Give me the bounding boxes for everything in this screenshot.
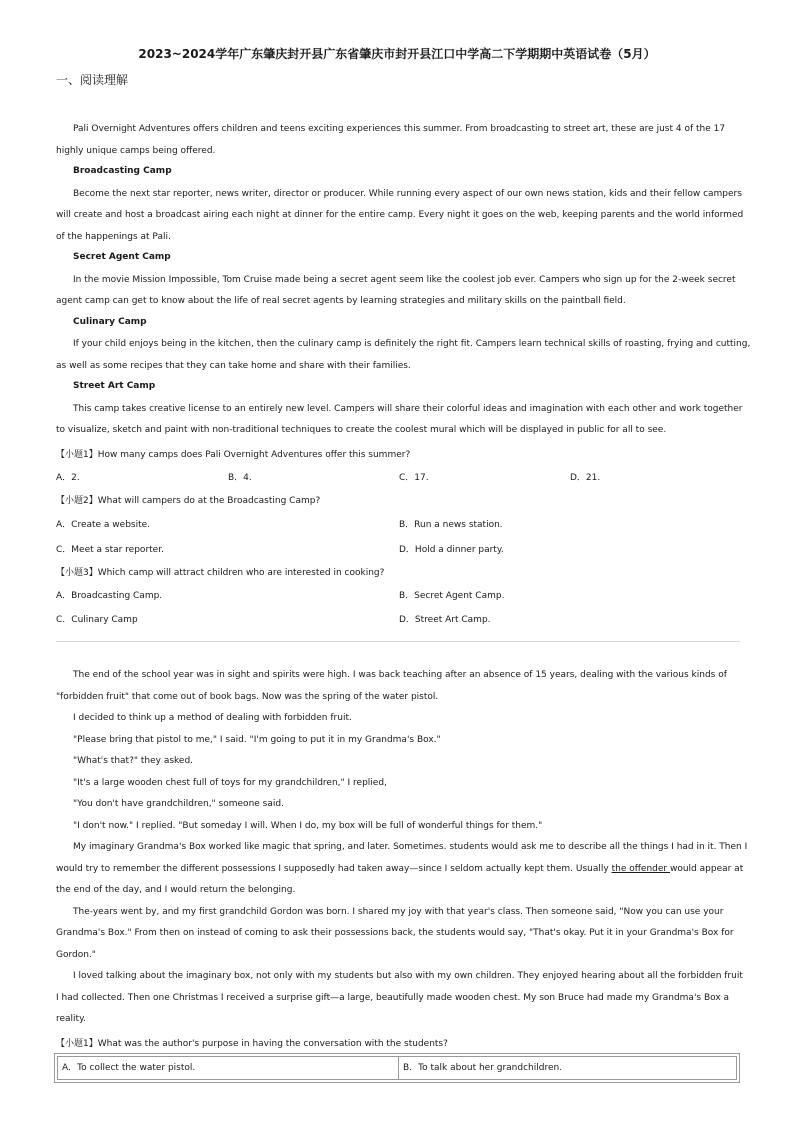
line-text: would appear at — [669, 864, 744, 874]
paragraph-line: agent camp can get to know about the life of real secret agents by learning strategies and military skills on the paintball field. — [56, 296, 626, 306]
question-1-option-a[interactable]: A．2. — [56, 473, 80, 483]
question-2-stem: 【小题2】What will campers do at the Broadcasting Camp? — [56, 496, 321, 506]
section-heading: 一、阅读理解 — [56, 73, 129, 87]
question-2-option-d[interactable]: D．Hold a dinner party. — [399, 545, 504, 555]
paragraph-line: "forbidden fruit" that come out of book bags. Now was the spring of the water pistol. — [56, 692, 439, 702]
passage1-intro-line-2: highly unique camps being offered. — [56, 146, 216, 156]
camp-heading-secret-agent: Secret Agent Camp — [73, 252, 171, 262]
paragraph-line: I decided to think up a method of dealing with forbidden fruit. — [73, 713, 352, 723]
paragraph-line: If your child enjoys being in the kitchen, then the culinary camp is definitely the right fit. Campers learn technical skills of roasting, frying and cutting, — [73, 339, 751, 349]
question-1-option-c[interactable]: C．17. — [399, 473, 429, 483]
paragraph-line: reality. — [56, 1014, 86, 1024]
paragraph-line: "Please bring that pistol to me," I said. "I'm going to put it in my Grandma's Box." — [73, 735, 441, 745]
paragraph-line: of the happenings at Pali. — [56, 232, 171, 242]
underlined-phrase: the offender — [611, 864, 670, 874]
paragraph-line: "I don't now." I replied. "But someday I will. When I do, my box will be full of wonderful things for them." — [73, 821, 543, 831]
paragraph-line: The-years went by, and my first grandchild Gordon was born. I shared my joy with that year's class. Then someone said, "Now you can use your — [73, 907, 724, 917]
question-3-option-c[interactable]: C．Culinary Camp — [56, 615, 138, 625]
page-title: 2023~2024学年广东肇庆封开县广东省肇庆市封开县江口中学高二下学期期中英语试卷（5月） — [138, 47, 656, 61]
question-3-option-b[interactable]: B．Secret Agent Camp. — [399, 591, 505, 601]
paragraph-line: Become the next star reporter, news writer, director or producer. While running every aspect of our own news station, kids and their fellow campers — [73, 189, 742, 199]
question-1-option-b[interactable]: B．4. — [228, 473, 252, 483]
question-3-option-a[interactable]: A．Broadcasting Camp. — [56, 591, 163, 601]
paragraph-line: "You don't have grandchildren," someone said. — [73, 799, 284, 809]
paragraph-line: to visualize, sketch and paint with non-traditional techniques to create the coolest mural which will be displayed in public for all to see. — [56, 425, 667, 435]
passage2-question-1-option-a[interactable]: A．To collect the water pistol. — [57, 1056, 399, 1080]
question-2-option-b[interactable]: B．Run a news station. — [399, 520, 503, 530]
paragraph-line: will create and host a broadcast airing each night at dinner for the entire camp. Every night it goes on the web, keeping parents and the world informed — [56, 210, 744, 220]
question-2-option-c[interactable]: C．Meet a star reporter. — [56, 545, 164, 555]
paragraph-line: Gordon." — [56, 950, 96, 960]
paragraph-line: My imaginary Grandma's Box worked like magic that spring, and later. Sometimes. students would ask me to describe all the things I had in it. Then I — [73, 842, 748, 852]
passage1-intro-line-1: Pali Overnight Adventures offers children and teens exciting experiences this summer. From broadcasting to street art, these are just 4 of the 17 — [73, 124, 726, 134]
camp-heading-street-art: Street Art Camp — [73, 381, 156, 391]
section-divider — [56, 641, 740, 642]
paragraph-line: The end of the school year was in sight and spirits were high. I was back teaching after an absence of 15 years, dealing with the various kinds of — [73, 670, 727, 680]
paragraph-line-with-underline — [56, 859, 743, 881]
question-2-option-a[interactable]: A．Create a website. — [56, 520, 151, 530]
camp-heading-broadcasting: Broadcasting Camp — [73, 166, 172, 176]
line-text: would try to remember the different possessions I supposedly had taken away—since I seldom actually kept them. Usually — [56, 864, 612, 874]
paragraph-line: Grandma's Box." From then on instead of coming to ask their possessions back, the students would say, "That's okay. Put it in your Grandma's Box for — [56, 928, 734, 938]
question-1-option-d[interactable]: D．21. — [570, 473, 601, 483]
passage2-question-1-option-b[interactable]: B．To talk about her grandchildren. — [398, 1056, 737, 1080]
paragraph-line: I loved talking about the imaginary box, not only with my students but also with my own children. They enjoyed hearing about all the forbidden fruit — [73, 971, 743, 981]
paragraph-line: the end of the day, and I would return the belonging. — [56, 885, 296, 895]
question-3-stem: 【小题3】Which camp will attract children who are interested in cooking? — [56, 568, 385, 578]
paragraph-line: This camp takes creative license to an entirely new level. Campers will share their colorful ideas and imagination with each other and work together — [73, 404, 743, 414]
paragraph-line: In the movie Mission Impossible, Tom Cruise made being a secret agent seem like the coolest job ever. Campers who sign up for the 2-week secret — [73, 275, 736, 285]
options-table — [54, 1053, 740, 1083]
paragraph-line: "It's a large wooden chest full of toys for my grandchildren," I replied, — [73, 778, 387, 788]
question-1-stem: 【小题1】How many camps does Pali Overnight Adventures offer this summer? — [56, 450, 411, 460]
camp-heading-culinary: Culinary Camp — [73, 317, 147, 327]
paragraph-line: I had collected. Then one Christmas I received a surprise gift—a large, beautifully made wooden chest. My son Bruce had made my Grandma's Box a — [56, 993, 730, 1003]
question-3-option-d[interactable]: D．Street Art Camp. — [399, 615, 491, 625]
paragraph-line: "What's that?" they asked. — [73, 756, 194, 766]
passage2-question-1-stem: 【小题1】What was the author's purpose in having the conversation with the students? — [56, 1039, 448, 1049]
paragraph-line: as well as some recipes that they can take home and share with their families. — [56, 361, 411, 371]
